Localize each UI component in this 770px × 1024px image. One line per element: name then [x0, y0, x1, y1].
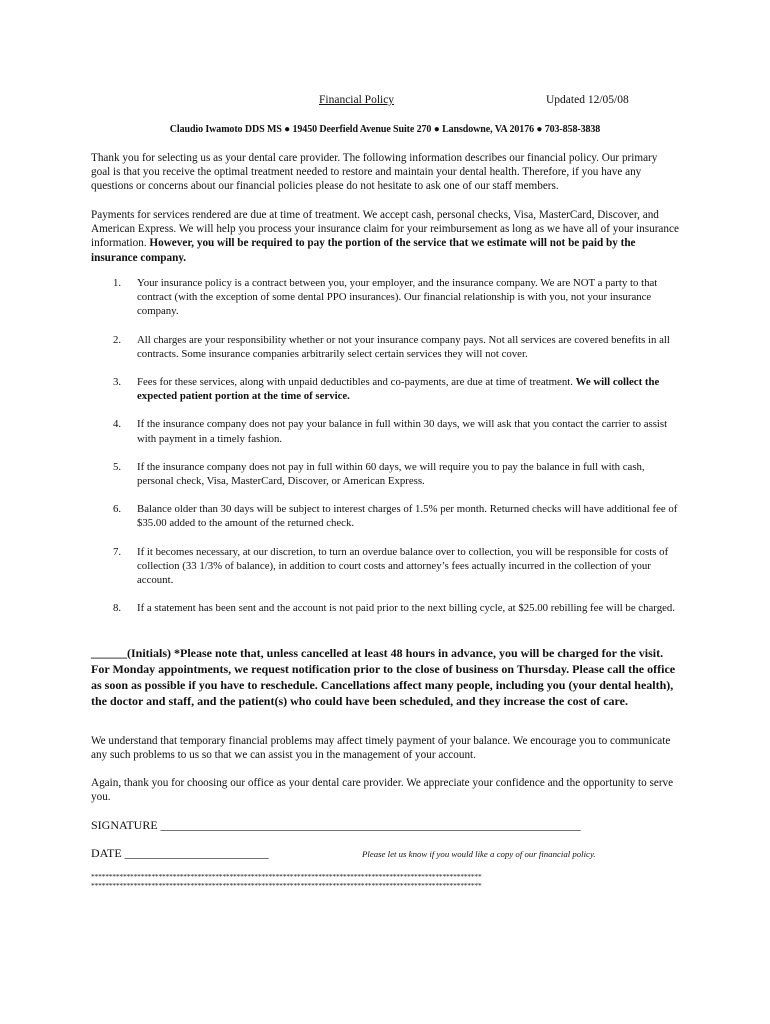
document-title: Financial Policy: [319, 94, 395, 106]
list-item: [91, 333, 679, 361]
signature-line[interactable]: SIGNATURE ______________________________________________________________________: [91, 818, 581, 832]
copy-request-note: Please let us know if you would like a copy of our financial policy.: [362, 849, 596, 859]
separator-stars: **************************************************************************************************************: [91, 872, 482, 881]
list-item-text: Balance older than 30 days will be subject to interest charges of 1.5% per month. Returned checks will have additional fee of $35.00 added to the amount of the returned check.: [137, 503, 678, 530]
updated-date: Updated 12/05/08: [546, 94, 629, 106]
payments-paragraph: [91, 208, 679, 265]
list-item-text: If the insurance company does not pay your balance in full within 30 days, we will ask that you contact the carrier to assist with payment in a timely fashion.: [137, 418, 668, 445]
closing-paragraph: Again, thank you for choosing our office as your dental care provider. We appreciate your confidence and the opportunity to serve you.: [91, 777, 674, 804]
list-item-bold: We will collect the expected patient portion at the time of service.: [137, 376, 660, 403]
list-item-text: If it becomes necessary, at our discretion, to turn an overdue balance over to collection, you will be responsible for costs of collection (33 1/3% of balance), in addition to court costs and attorney’s fees actually incurred in the collection of your account.: [137, 545, 669, 587]
list-number: 7.: [113, 545, 122, 558]
list-item: [91, 460, 679, 488]
list-item: [91, 545, 679, 588]
payments-bold-text: However, you will be required to pay the portion of the service that we estimate will not be paid by the insurance company.: [91, 237, 636, 264]
list-item: [91, 601, 679, 615]
intro-paragraph: Thank you for selecting us as your dental care provider. The following information describes our financial policy. Our primary goal is that you receive the optimal treatment needed to restore and maintain your dental health. Therefore, if you have any questions or concerns about our financial policies please do not hesitate to ask one of our staff members.: [91, 152, 658, 193]
cancellation-policy: ______(Initials) *Please note that, unless cancelled at least 48 hours in advance, you will be charged for the visit. For Monday appointments, we request notification prior to the close of business on Thursday. Please call the office as soon as possible if you have to reschedule. Cancellations affect many people, including you (your dental health), the doctor and staff, and the patient(s) who could have been scheduled, and they increase the cost of care.: [91, 646, 676, 708]
list-item: [91, 502, 679, 530]
list-item-text: If a statement has been sent and the account is not paid prior to the next billing cycle, at $25.00 rebilling fee will be charged.: [137, 602, 675, 615]
list-item-text: If the insurance company does not pay in full within 60 days, we will require you to pay the balance in full with cash, personal check, Visa, MasterCard, Discover, or American Express.: [137, 460, 645, 488]
list-number: 8.: [113, 602, 122, 615]
list-number: 6.: [113, 503, 122, 516]
list-item: [91, 375, 679, 403]
policy-list: [91, 276, 679, 615]
list-item: [91, 417, 679, 445]
list-number: 5.: [113, 460, 122, 473]
list-item-text: Your insurance policy is a contract between you, your employer, and the insurance company. We are NOT a party to that contract (with the exception of some dental PPO insurances). Our financial relationship is with you, not your insurance company.: [137, 277, 658, 318]
list-number: 4.: [113, 418, 122, 431]
list-item-text: All charges are your responsibility whether or not your insurance company pays. Not all services are covered benefits in all contracts. Some insurance companies arbitrarily select certain services they will not cover.: [137, 333, 670, 360]
practice-address: Claudio Iwamoto DDS MS ● 19450 Deerfield Avenue Suite 270 ● Lansdowne, VA 20176 ● 703-858-3838: [169, 124, 601, 135]
list-item: [91, 276, 679, 319]
payments-text: Payments for services rendered are due at time of treatment. We accept cash, personal checks, Visa, MasterCard, Discover, and American Express. We will help you process your insurance claim for your reimbursement as long as we have all of your insurance information.: [91, 209, 679, 250]
header-row: [0, 94, 770, 110]
list-number: 1.: [113, 277, 122, 289]
list-number: 3.: [113, 376, 122, 389]
date-line[interactable]: DATE ________________________: [91, 846, 269, 860]
temporary-problems-paragraph: We understand that temporary financial problems may affect timely payment of your balance. We encourage you to communicate any such problems to us so that we can assist you in the management of your account.: [91, 735, 671, 762]
list-number: 2.: [113, 333, 122, 346]
separator-stars: **************************************************************************************************************: [91, 881, 482, 890]
list-item-text: Fees for these services, along with unpaid deductibles and co-payments, are due at time of treatment.: [137, 376, 576, 389]
